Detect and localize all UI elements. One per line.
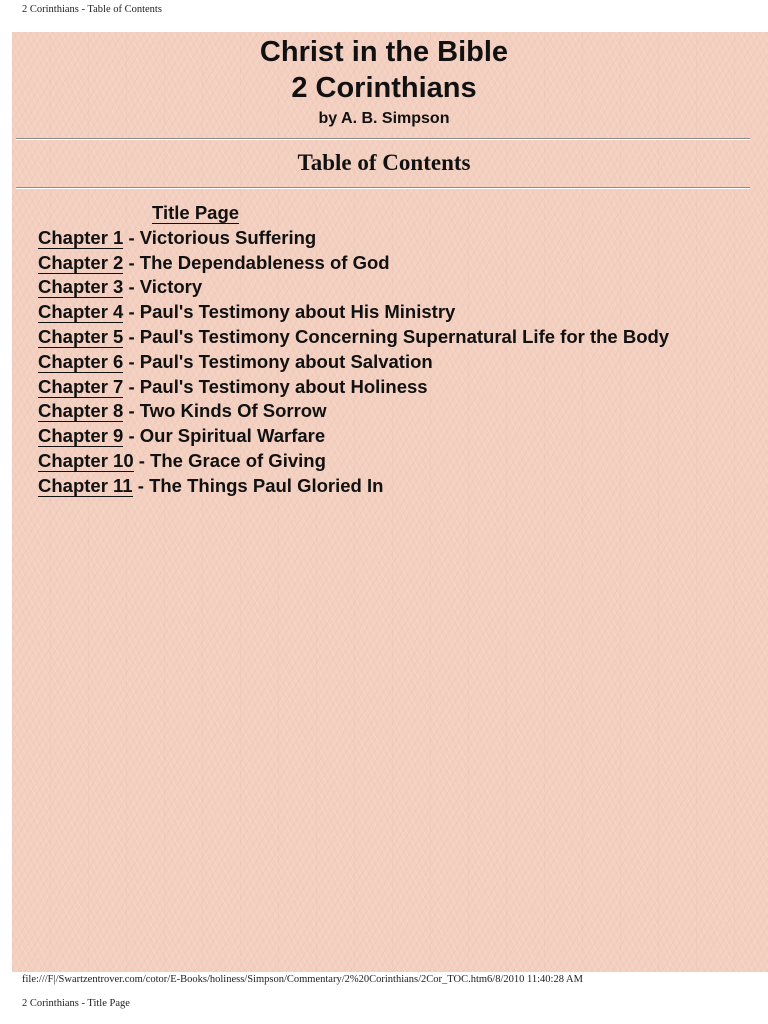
document-page xyxy=(12,32,768,972)
horizontal-rule xyxy=(16,138,750,140)
toc-item-chapter-7 xyxy=(38,375,669,400)
chapter-7-link[interactable]: Chapter 7 xyxy=(38,375,124,397)
book-series-title: Christ in the Bible xyxy=(259,36,509,68)
chapter-11-title: The Things Paul Gloried In xyxy=(149,474,384,496)
toc-item-chapter-8 xyxy=(38,399,669,424)
toc-separator: - xyxy=(123,325,140,347)
chapter-9-title: Our Spiritual Warfare xyxy=(139,425,326,447)
chapter-8-title: Two Kinds Of Sorrow xyxy=(139,400,327,422)
chapter-1-title: Victorious Suffering xyxy=(139,226,317,248)
chapter-5-title: Paul's Testimony Concerning Supernatural Life for the Body xyxy=(139,325,670,347)
toc-separator: - xyxy=(123,425,140,447)
toc-item-title-page xyxy=(38,201,669,226)
book-title: 2 Corinthians xyxy=(291,72,477,104)
toc-separator: - xyxy=(123,226,140,248)
chapter-7-title: Paul's Testimony about Holiness xyxy=(139,375,428,397)
toc-item-chapter-3 xyxy=(38,275,669,300)
toc-item-chapter-5 xyxy=(38,325,669,350)
toc-separator: - xyxy=(123,400,140,422)
print-header: 2 Corinthians - Table of Contents xyxy=(22,4,162,15)
toc-separator: - xyxy=(133,449,151,471)
next-page-header: 2 Corinthians - Title Page xyxy=(22,998,130,1009)
chapter-6-link[interactable]: Chapter 6 xyxy=(38,350,124,372)
chapter-10-link[interactable]: Chapter 10 xyxy=(38,449,134,471)
chapter-4-title: Paul's Testimony about His Ministry xyxy=(139,301,456,323)
author-line: by A. B. Simpson xyxy=(318,110,450,127)
toc-item-chapter-9 xyxy=(38,424,669,449)
chapter-6-title: Paul's Testimony about Salvation xyxy=(139,350,433,372)
chapter-2-title: The Dependableness of God xyxy=(139,251,390,273)
toc-separator: - xyxy=(123,350,140,372)
table-of-contents xyxy=(38,201,669,499)
chapter-3-link[interactable]: Chapter 3 xyxy=(38,276,124,298)
chapter-9-link[interactable]: Chapter 9 xyxy=(38,425,124,447)
chapter-1-link[interactable]: Chapter 1 xyxy=(38,226,124,248)
chapter-10-title: The Grace of Giving xyxy=(150,449,326,471)
toc-heading: Table of Contents xyxy=(297,150,471,175)
toc-item-chapter-2 xyxy=(38,251,669,276)
chapter-11-link[interactable]: Chapter 11 xyxy=(38,474,133,496)
toc-item-chapter-1 xyxy=(38,226,669,251)
print-footer-url: file:///F|/Swartzentrover.com/cotor/E-Books/holiness/Simpson/Commentary/2%20Corinthians/2Cor_TOC.htm6/8/2010 11:40:28 AM xyxy=(22,974,583,985)
chapter-2-link[interactable]: Chapter 2 xyxy=(38,251,124,273)
toc-item-chapter-6 xyxy=(38,350,669,375)
title-page-link[interactable]: Title Page xyxy=(152,202,240,223)
toc-item-chapter-4 xyxy=(38,300,669,325)
toc-separator: - xyxy=(123,301,140,323)
toc-separator: - xyxy=(123,251,140,273)
chapter-3-title: Victory xyxy=(139,276,203,298)
toc-item-chapter-10 xyxy=(38,449,669,474)
toc-separator: - xyxy=(123,276,140,298)
toc-separator: - xyxy=(123,375,140,397)
toc-item-chapter-11 xyxy=(38,474,669,499)
chapter-5-link[interactable]: Chapter 5 xyxy=(38,325,124,347)
horizontal-rule xyxy=(16,187,750,189)
chapter-4-link[interactable]: Chapter 4 xyxy=(38,301,124,323)
toc-separator: - xyxy=(132,474,150,496)
chapter-8-link[interactable]: Chapter 8 xyxy=(38,400,124,422)
